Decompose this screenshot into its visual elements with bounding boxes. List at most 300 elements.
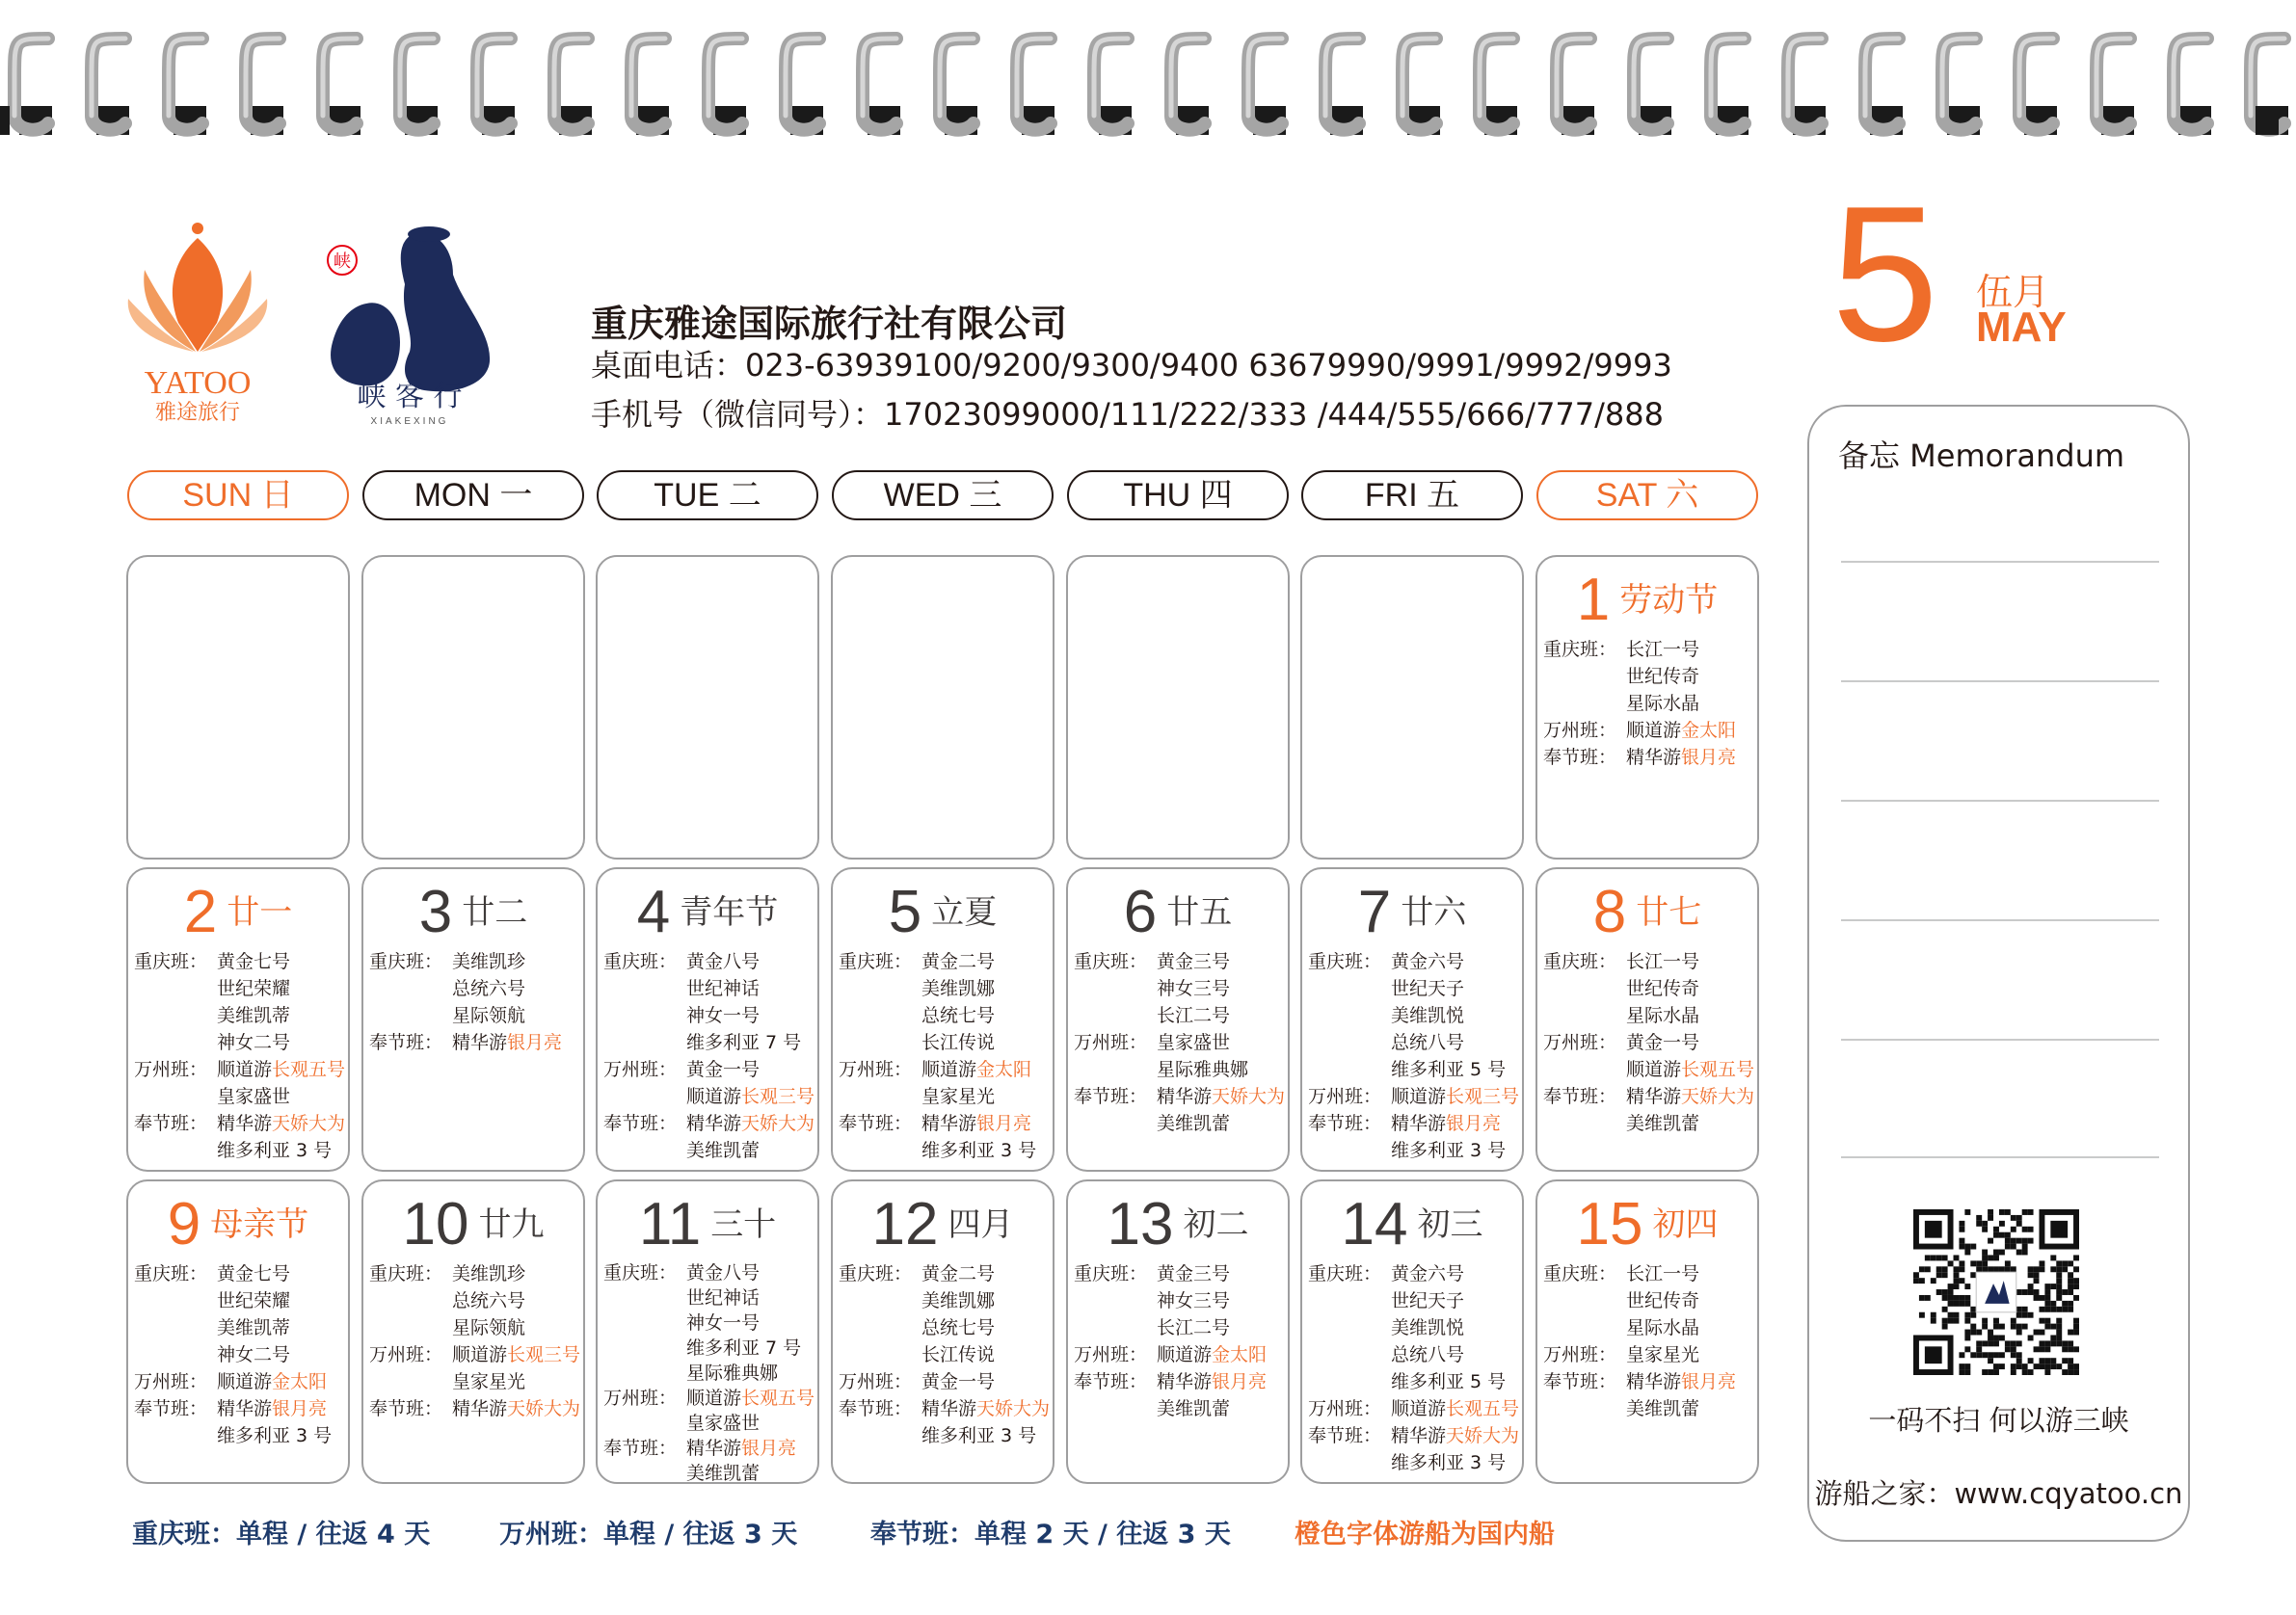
schedule-row (839, 1314, 1049, 1341)
schedule-row (1308, 1002, 1518, 1029)
schedule-row (603, 1002, 814, 1029)
route-label (134, 1422, 217, 1449)
schedule-row (1308, 1083, 1518, 1110)
ship-name: 精华游 (217, 1113, 273, 1134)
day-header (128, 1191, 348, 1258)
day-header (1302, 879, 1522, 946)
ship-names (1391, 1083, 1519, 1110)
schedule-row (603, 1056, 814, 1083)
day-lunar-label: 四月 (948, 1205, 1014, 1244)
ship-name: 皇家星光 (1626, 1344, 1700, 1365)
schedule-row (1543, 1083, 1753, 1110)
schedule-row (1308, 1056, 1518, 1083)
domestic-ship-name: 长观五号 (272, 1059, 346, 1080)
desk-phone: 桌面电话：023-63939100/9200/9300/9400 63679990/9991/9992/9993 (591, 347, 1672, 384)
route-label: 重庆班： (1308, 951, 1382, 972)
route-label: 重庆班： (839, 951, 913, 972)
route-label (1074, 1395, 1157, 1422)
ship-names (452, 948, 525, 975)
day-lunar-label: 廿一 (227, 893, 293, 932)
domestic-ship-name: 天娇大为 (1212, 1086, 1286, 1107)
schedule-row (1543, 948, 1753, 975)
memo-line[interactable] (1841, 1039, 2159, 1041)
schedule-row (1543, 1314, 1753, 1341)
route-label: 奉节班： (1543, 1086, 1617, 1107)
day-number: 11 (638, 1191, 702, 1258)
schedule-row (1074, 1395, 1284, 1422)
day-number: 3 (418, 879, 453, 945)
ship-names (452, 1287, 525, 1314)
domestic-ship-name: 银月亮 (272, 1398, 328, 1419)
day-number: 7 (1357, 879, 1392, 945)
ship-name: 顺道游 (217, 1371, 273, 1392)
route-label: 奉节班： (603, 1113, 678, 1134)
ship-name: 美维凯蕾 (1626, 1113, 1700, 1134)
day-lunar-label: 初四 (1652, 1205, 1719, 1244)
memo-line[interactable] (1841, 1156, 2159, 1158)
route-label: 奉节班： (369, 1398, 443, 1419)
route-label: 奉节班： (839, 1113, 913, 1134)
yatoo-brand-en: YATOO (144, 365, 252, 401)
ship-name: 世纪神话 (686, 978, 761, 999)
seal-text: 峡 (334, 252, 351, 272)
route-label (839, 1314, 921, 1341)
ship-names (1391, 1422, 1519, 1449)
ship-names (1626, 1314, 1699, 1341)
day-number: 15 (1576, 1191, 1643, 1258)
memo-line[interactable] (1841, 919, 2159, 921)
ship-names (1157, 1314, 1230, 1341)
ship-name: 美维凯蒂 (217, 1317, 291, 1338)
schedule-row (603, 1083, 814, 1110)
ship-name: 精华游 (1626, 747, 1682, 768)
ship-names (1391, 975, 1464, 1002)
day-cell-11[interactable] (596, 1179, 819, 1484)
schedule-row (134, 1368, 344, 1395)
ship-name: 神女二号 (217, 1344, 291, 1365)
domestic-ship-name: 银月亮 (976, 1113, 1032, 1134)
day-number: 12 (871, 1191, 939, 1258)
ship-name: 维多利亚 7 号 (686, 1032, 802, 1053)
domestic-ship-name: 天娇大为 (507, 1398, 581, 1419)
day-header (1068, 1191, 1288, 1258)
route-label (839, 1029, 921, 1056)
day-header (1537, 1191, 1757, 1258)
ship-name: 世纪传奇 (1626, 1290, 1700, 1311)
ship-names (1626, 744, 1736, 771)
ship-names (1157, 1287, 1230, 1314)
ship-name: 总统七号 (921, 1317, 996, 1338)
ship-names (921, 1341, 995, 1368)
schedule-row (1543, 1110, 1753, 1137)
route-label (1074, 1056, 1157, 1083)
qr-code-icon[interactable] (1913, 1209, 2079, 1375)
ship-name: 总统七号 (921, 1005, 996, 1026)
route-label (1074, 1314, 1157, 1341)
ship-name: 星际水晶 (1626, 1317, 1700, 1338)
day-cell-2[interactable] (126, 867, 350, 1172)
schedule-row (369, 1002, 579, 1029)
day-cell-empty (596, 555, 819, 860)
domestic-ship-name: 天娇大为 (976, 1398, 1051, 1419)
schedule-row (134, 975, 344, 1002)
route-label (1074, 1287, 1157, 1314)
ship-names (921, 1110, 1031, 1137)
route-label (369, 1314, 452, 1341)
schedule-row (603, 1285, 814, 1311)
cruise-schedule (134, 948, 344, 1164)
ship-names (452, 975, 525, 1002)
ship-name: 精华游 (686, 1113, 742, 1134)
day-cell-6[interactable] (1066, 867, 1290, 1172)
route-label (1308, 1029, 1391, 1056)
schedule-row (603, 1361, 814, 1386)
schedule-row (1308, 1260, 1518, 1287)
route-label (1543, 1110, 1626, 1137)
route-label (839, 1287, 921, 1314)
route-label: 万州班： (603, 1059, 678, 1080)
day-cell-12[interactable] (831, 1179, 1055, 1484)
route-label (603, 1361, 686, 1386)
ship-name: 黄金六号 (1391, 1263, 1465, 1284)
cruise-schedule (1543, 1260, 1753, 1422)
ship-name: 星际水晶 (1626, 693, 1700, 714)
day-number: 6 (1123, 879, 1158, 945)
ship-names (1157, 1368, 1267, 1395)
ship-name: 维多利亚 3 号 (921, 1140, 1037, 1161)
ship-name: 皇家盛世 (1157, 1032, 1231, 1053)
schedule-row (1074, 1056, 1284, 1083)
ship-names (1157, 975, 1230, 1002)
route-label: 重庆班： (1074, 1263, 1148, 1284)
day-lunar-label: 三十 (710, 1205, 777, 1244)
ship-name: 世纪传奇 (1626, 978, 1700, 999)
route-label (603, 1002, 686, 1029)
schedule-row (839, 1260, 1049, 1287)
route-label (1074, 1002, 1157, 1029)
domestic-ship-name: 银月亮 (1212, 1371, 1268, 1392)
route-label: 重庆班： (369, 951, 443, 972)
schedule-row (603, 1311, 814, 1336)
domestic-ship-name: 天娇大为 (1681, 1086, 1755, 1107)
ship-name: 星际领航 (452, 1005, 526, 1026)
yatoo-brand-cn: 雅途旅行 (154, 401, 241, 425)
month-number: 5 (1831, 167, 1939, 382)
route-label (1543, 975, 1626, 1002)
route-label: 奉节班： (1308, 1425, 1382, 1446)
ship-names (921, 1002, 995, 1029)
route-label (603, 1137, 686, 1164)
ship-name: 美维凯蕾 (686, 1463, 761, 1484)
ship-names (921, 1287, 995, 1314)
route-label: 万州班： (1074, 1032, 1148, 1053)
ship-names (217, 1137, 332, 1164)
route-label: 奉节班： (1074, 1086, 1148, 1107)
ship-names (452, 1029, 562, 1056)
route-label (1308, 975, 1391, 1002)
day-lunar-label: 初二 (1183, 1205, 1249, 1244)
route-label (1543, 1395, 1626, 1422)
route-label (369, 1368, 452, 1395)
route-label: 重庆班： (1543, 1263, 1617, 1284)
ship-name: 长江一号 (1626, 1263, 1700, 1284)
schedule-row (134, 1260, 344, 1287)
schedule-row (603, 1110, 814, 1137)
day-cell-9[interactable] (126, 1179, 350, 1484)
ship-names (1391, 1395, 1519, 1422)
schedule-row (1308, 1287, 1518, 1314)
route-label (134, 1341, 217, 1368)
ship-names (686, 1336, 801, 1361)
day-cell-1[interactable] (1535, 555, 1759, 860)
day-header (1068, 879, 1288, 946)
route-label (1308, 1341, 1391, 1368)
domestic-ship-name: 天娇大为 (741, 1113, 815, 1134)
schedule-row (134, 948, 344, 975)
schedule-row (1308, 975, 1518, 1002)
ship-name: 顺道游 (1391, 1086, 1447, 1107)
ship-name: 长江二号 (1157, 1317, 1231, 1338)
ship-names (686, 1461, 760, 1486)
ship-names (686, 1386, 814, 1411)
day-cell-empty (831, 555, 1055, 860)
schedule-row (603, 1436, 814, 1461)
ship-name: 顺道游 (1157, 1344, 1213, 1365)
day-lunar-label: 廿六 (1401, 893, 1467, 932)
schedule-row (134, 1029, 344, 1056)
schedule-row (1308, 1029, 1518, 1056)
yatoo-emblem-icon (128, 223, 267, 352)
schedule-row (839, 1395, 1049, 1422)
schedule-row (1074, 1029, 1284, 1056)
ship-name: 神女一号 (686, 1005, 761, 1026)
ship-name: 长江传说 (921, 1344, 996, 1365)
cruise-schedule (1074, 1260, 1284, 1422)
ship-name: 黄金二号 (921, 1263, 996, 1284)
schedule-row (369, 1260, 579, 1287)
ship-name: 世纪传奇 (1626, 666, 1700, 687)
ship-names (1626, 1110, 1699, 1137)
ship-names (1626, 690, 1699, 717)
day-number: 2 (183, 879, 218, 945)
ship-names (1626, 1287, 1699, 1314)
route-label (1308, 1287, 1391, 1314)
ship-names (1391, 1002, 1464, 1029)
schedule-row (1308, 1110, 1518, 1137)
route-label: 重庆班： (603, 951, 678, 972)
ship-names (1391, 1314, 1464, 1341)
ship-names (217, 1260, 290, 1287)
route-label (603, 1336, 686, 1361)
ship-names (1157, 948, 1230, 975)
ship-name: 精华游 (921, 1398, 977, 1419)
cruise-schedule (1074, 948, 1284, 1137)
ship-names (1391, 1137, 1506, 1164)
schedule-row (839, 1002, 1049, 1029)
domestic-ship-name: 银月亮 (1681, 747, 1737, 768)
day-number: 9 (167, 1191, 201, 1258)
ship-name: 维多利亚 5 号 (1391, 1371, 1507, 1392)
day-number: 4 (636, 879, 671, 945)
ship-names (217, 1395, 327, 1422)
ship-names (1157, 1341, 1267, 1368)
route-label: 万州班： (134, 1371, 208, 1392)
cruise-schedule (1308, 1260, 1518, 1476)
schedule-row (369, 948, 579, 975)
ship-name: 皇家盛世 (686, 1413, 761, 1434)
route-label (1308, 1449, 1391, 1476)
month-chinese: 伍月 (1976, 271, 2050, 313)
schedule-row (839, 1056, 1049, 1083)
ship-names (1391, 1029, 1464, 1056)
day-cell-empty (361, 555, 585, 860)
day-lunar-label: 初三 (1417, 1205, 1483, 1244)
day-cell-3[interactable] (361, 867, 585, 1172)
schedule-row (1308, 1395, 1518, 1422)
day-cell-7[interactable] (1300, 867, 1524, 1172)
ship-name: 美维凯蒂 (217, 1005, 291, 1026)
schedule-row (1543, 744, 1753, 771)
schedule-row (134, 1287, 344, 1314)
route-label (1543, 1056, 1626, 1083)
schedule-row (134, 1341, 344, 1368)
route-label (1543, 1314, 1626, 1341)
route-label (603, 1461, 686, 1486)
ship-names (217, 1056, 345, 1083)
day-cell-15[interactable] (1535, 1179, 1759, 1484)
ship-names (217, 1314, 290, 1341)
ship-names (217, 1029, 290, 1056)
route-label: 奉节班： (603, 1438, 678, 1459)
weekday-tue: TUE 二 (597, 470, 818, 520)
schedule-row (603, 948, 814, 975)
schedule-row (369, 975, 579, 1002)
ship-names (452, 1314, 525, 1341)
ship-names (921, 1137, 1036, 1164)
domestic-ship-name: 长观五号 (1681, 1059, 1755, 1080)
ship-name: 黄金八号 (686, 1262, 761, 1284)
memo-line[interactable] (1841, 800, 2159, 802)
route-label: 万州班： (1543, 1032, 1617, 1053)
memo-line[interactable] (1841, 680, 2159, 682)
day-cell-13[interactable] (1066, 1179, 1290, 1484)
ship-name: 世纪荣耀 (217, 1290, 291, 1311)
day-header (1537, 567, 1757, 634)
schedule-row (839, 1422, 1049, 1449)
ship-name: 精华游 (452, 1398, 508, 1419)
ship-names (921, 1422, 1036, 1449)
domestic-ship-name: 长观三号 (741, 1086, 815, 1107)
footer-wanzhou: 万州班：单程 / 往返 3 天 (499, 1520, 798, 1549)
ship-names (217, 1422, 332, 1449)
schedule-row (369, 1395, 579, 1422)
route-label (134, 975, 217, 1002)
day-lunar-label: 劳动节 (1619, 581, 1719, 620)
route-label: 重庆班： (369, 1263, 443, 1284)
schedule-row (839, 1341, 1049, 1368)
day-lunar-label: 廿九 (478, 1205, 545, 1244)
schedule-row (1074, 1341, 1284, 1368)
ship-names (452, 1341, 580, 1368)
weekday-thu: THU 四 (1067, 470, 1289, 520)
route-label (839, 1137, 921, 1164)
domestic-ship-name: 长观五号 (1446, 1398, 1520, 1419)
schedule-row (1543, 1287, 1753, 1314)
ship-name: 精华游 (1157, 1086, 1213, 1107)
cruise-schedule (839, 948, 1049, 1164)
domestic-ship-name: 银月亮 (507, 1032, 563, 1053)
day-header (363, 1191, 583, 1258)
day-header (363, 879, 583, 946)
ship-name: 顺道游 (686, 1086, 742, 1107)
route-label (839, 1341, 921, 1368)
route-label (603, 1311, 686, 1336)
ship-name: 黄金三号 (1157, 1263, 1231, 1284)
schedule-row (839, 1110, 1049, 1137)
ship-names (686, 975, 760, 1002)
cruise-schedule (603, 948, 814, 1164)
ship-names (217, 1368, 327, 1395)
xiakexing-brand-en: XIAKEXING (370, 416, 449, 427)
cruise-schedule (369, 948, 579, 1056)
route-label: 重庆班： (134, 951, 208, 972)
day-cell-5[interactable] (831, 867, 1055, 1172)
day-header (598, 1191, 817, 1258)
day-number: 5 (888, 879, 922, 945)
schedule-row (1074, 1314, 1284, 1341)
ship-names (1157, 1110, 1230, 1137)
website-link[interactable]: 游船之家：www.cqyatoo.cn (1814, 1477, 2183, 1510)
domestic-ship-name: 银月亮 (1681, 1371, 1737, 1392)
day-lunar-label: 青年节 (680, 893, 779, 932)
ship-names (452, 1002, 525, 1029)
ship-names (921, 1395, 1050, 1422)
schedule-row (1074, 1110, 1284, 1137)
ship-names (1391, 1110, 1501, 1137)
route-label (134, 1083, 217, 1110)
ship-names (1626, 1083, 1754, 1110)
day-cell-14[interactable] (1300, 1179, 1524, 1484)
ship-name: 精华游 (686, 1438, 742, 1459)
ship-name: 长江一号 (1626, 951, 1700, 972)
ship-names (1626, 636, 1699, 663)
day-cell-empty (1066, 555, 1290, 860)
domestic-ship-name: 金太阳 (1681, 720, 1737, 741)
ship-names (217, 1110, 345, 1137)
route-label (603, 1285, 686, 1311)
schedule-row (839, 948, 1049, 975)
mobile-phone: 手机号（微信同号）：17023099000/111/222/333 /444/555/666/777/888 (591, 396, 1665, 433)
ship-names (1391, 1056, 1506, 1083)
day-cell-8[interactable] (1535, 867, 1759, 1172)
schedule-row (1543, 717, 1753, 744)
ship-name: 精华游 (1626, 1086, 1682, 1107)
ship-name: 黄金一号 (686, 1059, 761, 1080)
day-cell-10[interactable] (361, 1179, 585, 1484)
route-label (1308, 1056, 1391, 1083)
route-label: 奉节班： (839, 1398, 913, 1419)
spiral-binding (0, 0, 2296, 145)
ship-names (217, 975, 290, 1002)
schedule-row (839, 1083, 1049, 1110)
route-label (839, 1422, 921, 1449)
memo-line[interactable] (1841, 561, 2159, 563)
route-label (603, 1411, 686, 1436)
ship-name: 顺道游 (921, 1059, 977, 1080)
day-lunar-label: 廿七 (1636, 893, 1702, 932)
month-english: MAY (1976, 304, 2067, 351)
day-cell-4[interactable] (596, 867, 819, 1172)
